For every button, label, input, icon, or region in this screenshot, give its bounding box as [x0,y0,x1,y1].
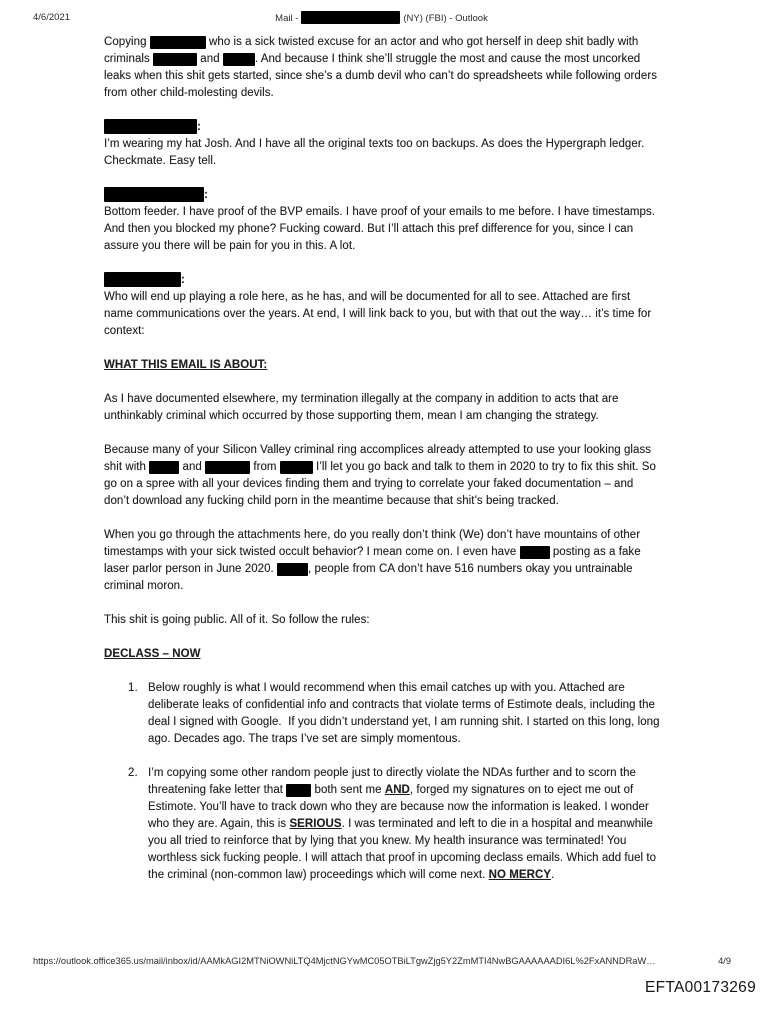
redaction-bar [205,461,250,474]
emphasized-text: SERIOUS [289,818,342,830]
section-heading: DECLASS – NOW [104,648,201,660]
redaction-bar [286,784,311,797]
header-title-prefix: Mail - [275,13,299,25]
paragraph: : Who will end up playing a role here, as he has, and will be documented for all to see. Attached are first name communications over the years. At end, I will link back to you, but with that out the way… it’s time for context: [104,274,652,337]
paragraph: This shit is going public. All of it. So follow the rules: [104,614,370,626]
redaction-bar [280,461,313,474]
print-header [0,11,763,26]
paragraph: Copying who is a sick twisted excuse for an actor and who got herself in deep shit badly with criminals and . And because I think she’ll struggle the most and cause the most uncorked leaks when this shit gets started, since she’s a dumb devil who can’t do spreadsheets while following orders from other child-molesting devils. [104,36,658,99]
redaction-bar [153,53,197,66]
bold-text: : [197,121,201,133]
bold-text: : [181,274,185,286]
header-title-suffix: (NY) (FBI) - Outlook [403,13,488,25]
bold-text: : [204,189,208,201]
redaction-bar [104,119,197,134]
footer-url: https://outlook.office365.us/mail/inbox/id/AAMkAGI2MTNiOWNiLTQ4MjctNGYwMC05OTBiLTgwZjg5Y2ZmMTI4NwBGAAAAAADI6L%2FxANNDRaW… [33,956,656,966]
emphasized-text: NO MERCY [488,869,552,881]
bates-number: EFTA00173269 [644,979,756,996]
list-number: 2. [128,767,138,779]
paragraph: : Bottom feeder. I have proof of the BVP emails. I have proof of your emails to me before. I have timestamps. And then you blocked my phone? Fucking coward. But I’ll attach this pref difference for you, since I can assure you there will be pain for you in this. A lot. [104,189,656,252]
section-heading: WHAT THIS EMAIL IS ABOUT: [104,359,268,371]
header-title-redaction-bar [301,11,400,24]
redaction-bar [150,36,206,49]
paragraph: : I’m wearing my hat Josh. And I have all the original texts too on backups. As does the Hypergraph ledger. Checkmate. Easy tell. [104,121,645,167]
redaction-bar [277,563,308,576]
redaction-bar [520,546,550,559]
list-number: 1. [128,682,138,694]
list-item-text: I’m copying some other random people just to directly violate the NDAs further and to scorn the threatening fake letter that both sent me AND, forged my signatures on to eject me out of Estimote. You’ll have to track down who they are because now the information is leaked. I wonder who they are. Again, this is SERIOUS. I was terminated and left to die in a hospital and meanwhile you all tried to reinforce that by lying that you knew. My health insurance was terminated! You worthless sick fucking people. I will attach that proof in upcoming declass emails. Which add fuel to the criminal (non-common law) proceedings which will come next. NO MERCY. [148,767,657,881]
print-date: 4/6/2021 [33,12,70,23]
header-title [0,11,763,26]
redaction-bar [223,53,255,66]
paragraph: As I have documented elsewhere, my termination illegally at the company in addition to acts that are unthinkably criminal which occurred by those supporting them, mean I am changing the strategy. [104,393,619,422]
document-body [104,34,661,901]
redaction-bar [104,187,204,202]
paragraph: Because many of your Silicon Valley criminal ring accomplices already attempted to use your looking glass shit with and from I’ll let you go back and talk to them in 2020 to try to fix this shit. So go on a spree with all your devices finding them and trying to correlate your faked documentation – and don’t download any fucking child porn in the meantime because that shit’s being tracked. [104,444,656,507]
footer-page-number: 4/9 [718,956,731,966]
list-item [128,765,661,884]
redaction-bar [104,272,181,287]
print-footer [33,956,731,966]
emphasized-text: AND [384,784,410,796]
list-item-text: Below roughly is what I would recommend when this email catches up with you. Attached are deliberate leaks of confidential info and contracts that violate terms of Estimote deals, including the deal I signed with Google. If you didn’t understand yet, I am running shit. I started on this long, long ago. Decades ago. The traps I’ve set are simply momentous. [148,682,660,745]
paragraph: When you go through the attachments here, do you really don’t think (We) don’t have mountains of other timestamps with your sick twisted occult behavior? I mean come on. I even have posting as a fake laser parlor person in June 2020. , people from CA don’t have 516 numbers okay you untrainable criminal moron. [104,529,641,592]
list-item [128,680,661,748]
redaction-bar [149,461,179,474]
